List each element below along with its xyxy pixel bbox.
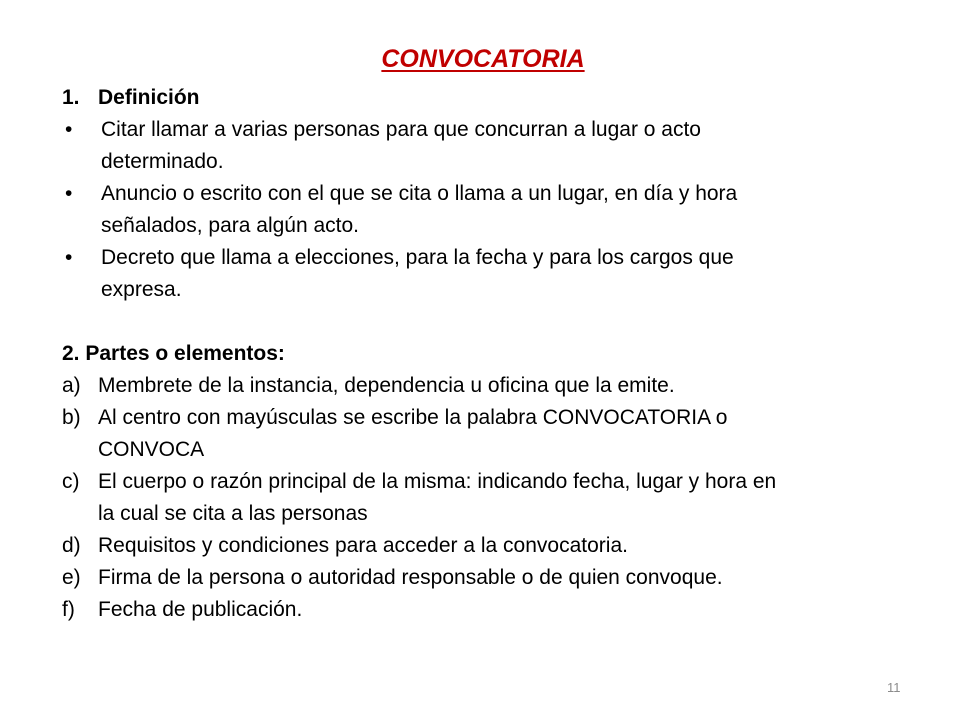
page-number: 11 — [887, 680, 901, 695]
definition-item — [62, 178, 902, 242]
parts-item-text: Membrete de la instancia, dependencia u oficina que la emite. — [98, 374, 675, 397]
parts-list — [62, 370, 902, 626]
parts-item-text: Firma de la persona o autoridad responsable o de quien convoque. — [98, 566, 723, 589]
parts-item-marker: e) — [62, 566, 81, 589]
definition-text: señalados, para algún acto. — [101, 214, 360, 237]
slide-title: CONVOCATORIA — [381, 45, 585, 73]
parts-item-text: Al centro con mayúsculas se escribe la palabra CONVOCATORIA o — [98, 406, 728, 429]
parts-item-marker: b) — [62, 406, 81, 429]
parts-item — [62, 530, 902, 562]
bullet-icon: • — [65, 246, 73, 269]
parts-item — [62, 370, 902, 402]
parts-item — [62, 594, 902, 626]
parts-item — [62, 562, 902, 594]
section-2-heading: 2. Partes o elementos: — [62, 342, 285, 365]
parts-item-text: El cuerpo o razón principal de la misma: indicando fecha, lugar y hora en — [98, 470, 777, 493]
section-spacer — [62, 306, 902, 338]
definition-text: Citar llamar a varias personas para que concurran a lugar o acto — [101, 118, 701, 141]
bullet-icon: • — [65, 118, 73, 141]
bullet-icon: • — [65, 182, 73, 205]
definition-text: determinado. — [101, 150, 224, 173]
parts-item-text: CONVOCA — [98, 438, 205, 461]
parts-item-text: la cual se cita a las personas — [98, 502, 368, 525]
definition-list — [62, 114, 902, 306]
parts-item-marker: c) — [62, 470, 80, 493]
section-1-heading — [62, 82, 902, 114]
definition-item — [62, 114, 902, 178]
parts-item-marker: d) — [62, 534, 81, 557]
slide-content — [62, 82, 902, 626]
parts-item-marker: f) — [62, 598, 75, 621]
definition-item — [62, 242, 902, 306]
section-1-title: Definición — [98, 86, 200, 109]
parts-item-marker: a) — [62, 374, 81, 397]
definition-text: Decreto que llama a elecciones, para la fecha y para los cargos que — [101, 246, 734, 269]
parts-item — [62, 466, 902, 530]
section-1-number: 1. — [62, 86, 80, 109]
parts-item — [62, 402, 902, 466]
definition-text: expresa. — [101, 278, 182, 301]
parts-item-text: Fecha de publicación. — [98, 598, 303, 621]
definition-text: Anuncio o escrito con el que se cita o llama a un lugar, en día y hora — [101, 182, 738, 205]
parts-item-text: Requisitos y condiciones para acceder a la convocatoria. — [98, 534, 628, 557]
